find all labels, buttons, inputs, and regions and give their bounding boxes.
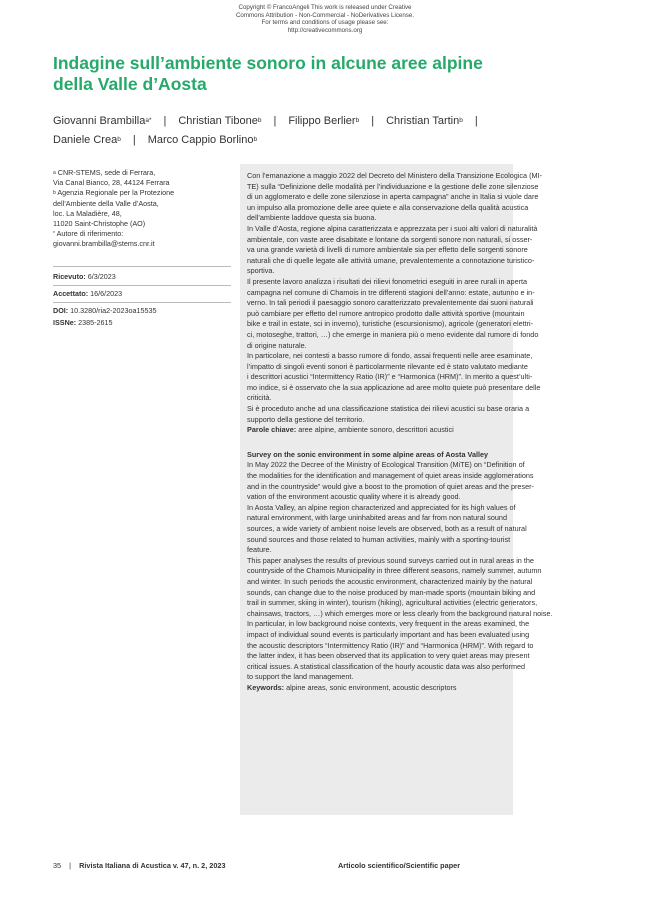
abstract-line: un impulso alla promozione delle aree quiete e alla conservazione della qualità acustica [247, 202, 529, 212]
title-line: della Valle d’Aosta [53, 74, 207, 94]
author-affiliation-mark: b [257, 117, 262, 124]
doi [53, 306, 233, 317]
affiliation-line [53, 199, 233, 209]
author-separator: | [132, 134, 136, 146]
abstract-line: vation of the environment acoustic quality where it is already good. [247, 492, 461, 502]
author-list [53, 112, 613, 150]
abstract-line: countryside of the Chamois Municipality in three different seasons, namely summer, autumn [247, 566, 542, 576]
abstract-line: natural environment, with large uninhabited areas and far from non natural sound [247, 513, 507, 523]
affiliation-line [53, 178, 233, 188]
abstract-line: trail in summer, skiing in winter), tourism (hiking), agricultural activities (electric generators, [247, 598, 538, 608]
accepted-label: Accettato: [53, 289, 89, 298]
abstract-line: può cambiare per effetto del rumore antropico prodotto dalle attività sportive (mountain [247, 308, 525, 318]
page-footer [53, 861, 613, 870]
copyright-line: Commons Attribution - Non-Commercial - NoDerivatives License. [235, 11, 415, 19]
abstract-line: Con l’emanazione a maggio 2022 del Decreto del Ministero della Transizione Ecologica (MI- [247, 171, 542, 180]
divider [53, 285, 231, 286]
abstract-line: bike e trail in estate, sci in inverno), turistiche (escursionismo), agricole (generatori elettri- [247, 319, 534, 329]
abstract-line: Si è proceduto anche ad una classificazione statistica dei rilievi acustici su base oraria a [247, 404, 530, 414]
abstract-line: TE) sulla “Definizione delle modalità per l’individuazione e la gestione delle zone silenziose [247, 181, 539, 191]
author-affiliation-mark: b [117, 136, 121, 143]
issn [53, 318, 233, 329]
abstract-line: and winter. In such periods the acoustic environment, characterized mainly by the natural [247, 576, 533, 586]
abstract-line: dell’ambiente laddove questa sia buona. [247, 213, 377, 223]
abstract-line: sources, a wide variety of ambient noise levels are observed, both as a result of natural [247, 524, 527, 533]
author-line [53, 131, 613, 150]
abstract-english [247, 460, 553, 682]
abstract-line: ambientale, con vaste aree disabitate e lontane da sorgenti sonore non naturali, si osser- [247, 234, 533, 244]
affiliation-mark: * [53, 231, 55, 238]
author-separator: | [163, 115, 167, 127]
author-affiliation-mark: b [253, 136, 258, 143]
abstract-line: criticità. [247, 393, 272, 403]
author-name: Daniele Crea [53, 134, 118, 146]
affiliation-mark: b [53, 190, 56, 197]
abstract-line: ci, motoseghe, trattori, …) che emerge in maniera più o meno evidente dal rumore di fondo [247, 329, 539, 339]
abstract-line: sportiva. [247, 266, 275, 276]
author-affiliation-mark: b [355, 117, 360, 124]
author-name: Filippo Berlier [288, 115, 356, 127]
abstract-line: l’impatto di singoli eventi sonori è particolarmente rilevante ed è stato valutato mediante [247, 361, 528, 371]
abstract-line: va una grande varietà di livelli di rumore ambientale sia per effetto delle sorgenti sonore [247, 245, 528, 255]
abstract-line: verno. In tali periodi il paesaggio sonoro caratterizzato prevalentemente dai suoni naturali [247, 298, 534, 308]
accepted-date [53, 289, 233, 300]
keywords-label: Keywords: [247, 682, 285, 692]
affiliation-line [53, 209, 233, 219]
abstract-line: In particular, in low background noise contexts, very frequent in the areas examined, the [247, 619, 530, 629]
abstract-line: di un agglomerato e delle zone silenziose in aperta campagna” anche in Italia si vuole dare [247, 192, 539, 202]
abstract-line: and in the countryside” would give a boost to the promotion of quiet areas and the preser- [247, 481, 534, 491]
abstract-line: chainsaws, tractors, …) which emerges more or less clearly from the background natural noise. [247, 608, 553, 618]
keywords-value: alpine areas, sonic environment, acoustic descriptors [286, 682, 457, 692]
footer-separator: | [69, 861, 72, 870]
affiliation-text: Via Canal Bianco, 28, 44124 Ferrara [53, 178, 170, 188]
abstract-line: impact of individual sound events is particularly important and has been evaluated using [247, 629, 530, 639]
abstract-panel [240, 164, 553, 815]
abstract-line: In particolare, nei contesti a basso rumore di fondo, assai frequenti nelle aree esaminate, [247, 351, 533, 361]
author-line [53, 112, 613, 131]
abstract-line: sound sources and those related to human activities, mainly with a sporting-tourist [247, 534, 511, 544]
received-date [53, 272, 233, 283]
affiliation-text: Autore di riferimento: [56, 229, 124, 239]
affiliation-line [53, 188, 233, 198]
divider [53, 302, 231, 303]
abstract-line: naturali che di quelle legate alle attività umane, prevalentemente a connotazione turistico- [247, 255, 535, 265]
affiliation-line [53, 168, 233, 178]
author-separator: | [273, 115, 277, 127]
keywords-english [247, 683, 507, 694]
abstract-line: campagna nel comune di Chamois in tre differenti stagioni dell’anno: estate, autunno e in- [247, 287, 535, 297]
abstract-line: the latter index, it has been observed that its application to very quiet areas may present [247, 651, 530, 661]
abstract-line: the acoustic descriptors “Intermittency Ratio (IR)” and “Harmonica (HRM)”. With regard to [247, 640, 534, 650]
doi-link[interactable]: 10.3280/ria2-2023oa15535 [70, 306, 157, 315]
abstract-line: In Valle d’Aosta, regione alpina caratterizzata e apprezzata per i suoi alti valori di naturalità [247, 223, 538, 233]
article-type: Articolo scientifico/Scientific paper [338, 861, 461, 870]
affiliation-text: Agenzia Regionale per la Protezione [57, 188, 175, 198]
keywords-italian [247, 425, 507, 436]
title-line: Indagine sull’ambiente sonoro in alcune aree alpine [53, 53, 483, 73]
abstract-line: to support the land management. [247, 672, 354, 682]
author-name: Christian Tibone [178, 115, 258, 127]
page-number: 35 [53, 861, 62, 870]
english-title-text: Survey on the sonic environment in some alpine areas of Aosta Valley [247, 449, 489, 459]
affiliation-line [53, 229, 233, 239]
abstract-italian [247, 171, 542, 425]
abstract-line: sounds, can change due to the noise produced by man-made sports (mountain biking and [247, 587, 536, 597]
keywords-value: aree alpine, ambiente sonoro, descrittori acustici [298, 425, 454, 435]
affiliations [53, 168, 233, 250]
abstract-line: supporto della gestione del territorio. [247, 414, 365, 424]
abstract-line: mo indice, si è osservato che la sua applicazione ad aree molto quiete può presentare delle [247, 382, 541, 392]
abstract-line: i descrittori acustici “Intermittency Ratio (IR)” e “Harmonica (HRM)”. In merito a quest’ulti- [247, 372, 533, 382]
abstract-line: feature. [247, 545, 272, 555]
abstract-line: critical issues. A statistical classification of the hourly acoustic data was also performed [247, 661, 526, 671]
author-name: Marco Cappio Borlino [147, 134, 254, 146]
paper-title [53, 53, 573, 95]
author-name: Giovanni Brambilla [53, 115, 146, 127]
copyright-link[interactable]: http://creativecommons.org [287, 26, 363, 34]
affiliation-text: dell’Ambiente della Valle d’Aosta, [53, 198, 159, 208]
affiliation-mark: a [53, 170, 56, 176]
abstract-line: In May 2022 the Decree of the Ministry of Ecological Transition (MiTE) on “Definition of [247, 460, 525, 470]
affiliation-text: loc. La Maladière, 48, [53, 208, 122, 218]
english-title [247, 450, 507, 461]
issn-label: ISSNe: [53, 318, 77, 327]
author-affiliation-mark: b [459, 117, 463, 124]
copyright-line: Copyright © FrancoAngeli This work is released under Creative [238, 4, 412, 11]
divider [53, 266, 231, 267]
affiliation-line [53, 219, 233, 229]
abstract-line: di origine naturale. [247, 340, 307, 350]
accepted-value: 16/6/2023 [90, 289, 123, 298]
abstract-line: This paper analyses the results of previous sound surveys carried out in rural areas in the [247, 555, 534, 565]
keywords-label: Parole chiave: [247, 425, 297, 435]
author-email[interactable]: giovanni.brambilla@stems.cnr.it [53, 239, 155, 249]
author-name: Christian Tartin [386, 115, 460, 127]
abstract-line: Il presente lavoro analizza i risultati dei rilievi fonometrici eseguiti in aree rurali in aperta [247, 276, 528, 286]
abstract-line: In Aosta Valley, an alpine region characterized and appreciated for its high values of [247, 502, 516, 512]
author-separator: | [474, 115, 478, 127]
author-separator: | [371, 115, 375, 127]
issn-value: 2385-2615 [78, 318, 113, 327]
copyright-notice [0, 4, 650, 34]
author-affiliation-mark: a* [145, 117, 152, 124]
received-value: 6/3/2023 [87, 272, 116, 281]
affiliation-text: CNR-STEMS, sede di Ferrara, [57, 168, 156, 177]
copyright-line: For terms and conditions of usage please see: [261, 19, 389, 27]
received-label: Ricevuto: [53, 272, 86, 281]
abstract-line: the modalities for the identification and management of quiet areas inside agglomerations [247, 471, 534, 481]
affiliation-text: 11020 Saint-Christophe (AO) [53, 219, 146, 229]
journal-name: Rivista Italiana di Acustica v. 47, n. 2, 2023 [79, 861, 226, 870]
doi-label: DOI: [53, 306, 69, 315]
